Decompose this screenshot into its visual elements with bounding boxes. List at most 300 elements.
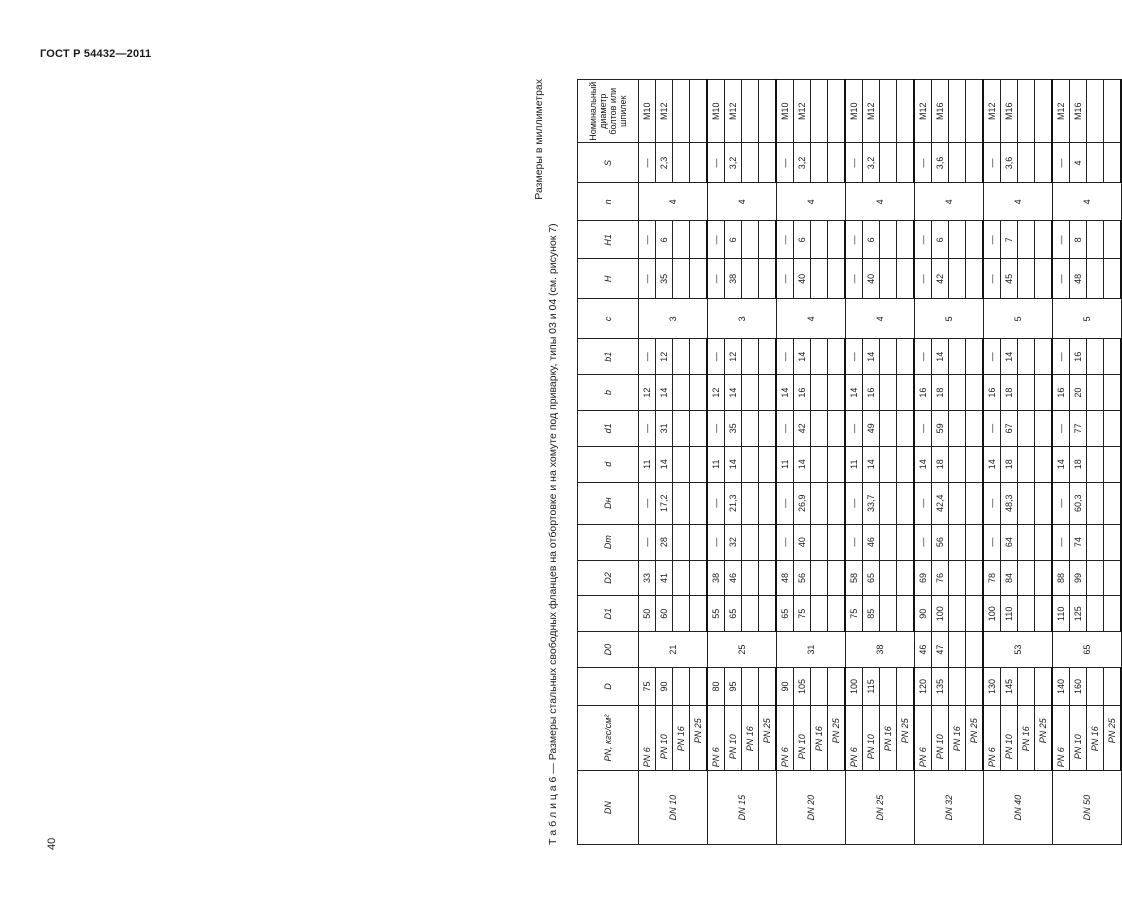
value-cell-b: 14 [656,375,673,411]
value-cell-dm [1087,524,1104,560]
value-cell-dm [949,524,966,560]
value-cell-s: — [1052,143,1070,183]
value-cell-d1 [690,596,708,632]
value-cell-dm: — [983,524,1001,560]
value-cell-s: 3,2 [794,143,811,183]
value-cell-d [673,446,690,482]
value-cell-b1: 14 [863,339,880,375]
value-cell-d1: 75 [794,596,811,632]
value-cell-d0: 38 [845,632,914,668]
value-cell-d: 105 [794,668,811,706]
value-cell-b: 16 [914,375,932,411]
value-cell-dm [828,524,846,560]
value-cell-c: 5 [1052,299,1121,339]
value-cell-d2: 84 [1001,560,1018,596]
value-cell-s [1018,143,1035,183]
value-cell-d: 120 [914,668,932,706]
value-cell-h1: 6 [794,221,811,259]
value-cell-bolt [673,80,690,143]
value-cell-d2 [1035,560,1053,596]
value-cell-dn [690,482,708,524]
value-cell-d1: 110 [1001,596,1018,632]
value-cell-s [897,143,915,183]
value-cell-d0: 21 [639,632,708,668]
value-cell-bolt: M10 [707,80,725,143]
value-cell-d [1018,446,1035,482]
value-cell-d [811,668,828,706]
value-cell-d: 18 [932,446,949,482]
value-cell-h: 38 [725,259,742,299]
value-cell-dn: 26,9 [794,482,811,524]
value-cell-s: 3,2 [863,143,880,183]
value-cell-b [742,375,759,411]
value-cell-d: 135 [932,668,949,706]
value-cell-dm: — [707,524,725,560]
value-cell-d1 [811,410,828,446]
value-cell-n: 4 [845,183,914,221]
value-cell-d1: 42 [794,410,811,446]
value-cell-dm: 46 [863,524,880,560]
value-cell-bolt [742,80,759,143]
column-header: D0 [578,632,639,668]
value-cell-dm [880,524,897,560]
value-cell-b: 20 [1070,375,1087,411]
value-cell-dm: 64 [1001,524,1018,560]
value-cell-b1: — [776,339,794,375]
value-cell-b [828,375,846,411]
value-cell-dn: — [1052,482,1070,524]
value-cell-h: — [776,259,794,299]
value-cell-b: 16 [794,375,811,411]
value-cell-n: 4 [983,183,1052,221]
column-header: Dm [578,524,639,560]
dn-cell: DN 40 [983,771,1052,845]
value-cell-d [966,668,984,706]
value-cell-d: 95 [725,668,742,706]
value-cell-h1 [828,221,846,259]
value-cell-h [690,259,708,299]
value-cell-d1: — [639,410,656,446]
value-cell-d1: 100 [932,596,949,632]
dn-cell: DN 10 [639,771,708,845]
value-cell-h [1104,259,1122,299]
value-cell-d0: 47 [932,632,949,668]
value-cell-d [897,446,915,482]
value-cell-d: 90 [776,668,794,706]
value-cell-d1 [1018,410,1035,446]
value-cell-bolt: M16 [932,80,949,143]
value-cell-h [1018,259,1035,299]
value-cell-dm [811,524,828,560]
value-cell-n: 4 [776,183,845,221]
value-cell-d2: 78 [983,560,1001,596]
value-cell-d0: 53 [983,632,1052,668]
pn-cell: PN 10 [1070,705,1087,770]
value-cell-d1: 35 [725,410,742,446]
value-cell-d: 90 [656,668,673,706]
value-cell-d1 [1018,596,1035,632]
value-cell-d1 [673,410,690,446]
value-cell-d1 [880,596,897,632]
value-cell-d [949,668,966,706]
value-cell-d: 11 [845,446,863,482]
value-cell-b [759,375,777,411]
value-cell-dn: — [983,482,1001,524]
column-header: Dн [578,482,639,524]
value-cell-d: 14 [725,446,742,482]
value-cell-bolt: M16 [1070,80,1087,143]
value-cell-s: — [707,143,725,183]
value-cell-h1 [1104,221,1122,259]
column-header: Номинальный диаметр болтов или шпилек [578,80,639,143]
table-row [639,80,656,845]
value-cell-d [811,446,828,482]
value-cell-dm [1035,524,1053,560]
table-row [914,80,932,845]
value-cell-b1 [1104,339,1122,375]
value-cell-dn [880,482,897,524]
value-cell-h [811,259,828,299]
value-cell-d0: 31 [776,632,845,668]
value-cell-h1: — [914,221,932,259]
value-cell-d: 14 [983,446,1001,482]
value-cell-h: — [707,259,725,299]
value-cell-b1 [949,339,966,375]
value-cell-d0: 25 [707,632,776,668]
pn-cell: PN 25 [1035,705,1053,770]
value-cell-d1: 100 [983,596,1001,632]
value-cell-b1: — [707,339,725,375]
value-cell-d1 [949,596,966,632]
value-cell-n: 4 [639,183,708,221]
value-cell-d [759,668,777,706]
value-cell-d2 [811,560,828,596]
value-cell-h1 [690,221,708,259]
value-cell-c: 5 [983,299,1052,339]
value-cell-dn [828,482,846,524]
value-cell-dm: — [845,524,863,560]
value-cell-d [742,668,759,706]
value-cell-s [966,143,984,183]
value-cell-d2 [828,560,846,596]
value-cell-dm [690,524,708,560]
value-cell-dn [811,482,828,524]
pn-cell: PN 25 [828,705,846,770]
value-cell-dm [897,524,915,560]
value-cell-b1: — [639,339,656,375]
value-cell-h [759,259,777,299]
column-header: b1 [578,339,639,375]
value-cell-dn: — [845,482,863,524]
value-cell-d1: 31 [656,410,673,446]
value-cell-d: 80 [707,668,725,706]
dn-cell: DN 20 [776,771,845,845]
value-cell-h1 [966,221,984,259]
value-cell-c: 4 [845,299,914,339]
value-cell-s [811,143,828,183]
value-cell-dn: 17,2 [656,482,673,524]
value-cell-d [828,446,846,482]
value-cell-d: 18 [1070,446,1087,482]
value-cell-d2 [1104,560,1122,596]
pn-cell: PN 6 [1052,705,1070,770]
value-cell-b: 14 [725,375,742,411]
value-cell-bolt: M12 [914,80,932,143]
value-cell-b: 12 [639,375,656,411]
value-cell-b: 12 [707,375,725,411]
flange-dimensions-table [577,79,1122,845]
value-cell-d1: 110 [1052,596,1070,632]
value-cell-h1 [1018,221,1035,259]
value-cell-b1 [759,339,777,375]
column-header: b [578,375,639,411]
value-cell-bolt [897,80,915,143]
value-cell-dm: — [1052,524,1070,560]
value-cell-n: 4 [707,183,776,221]
value-cell-dm [759,524,777,560]
value-cell-b [811,375,828,411]
value-cell-b1: 12 [725,339,742,375]
pn-cell: PN 25 [1104,705,1122,770]
pn-cell: PN 10 [1001,705,1018,770]
value-cell-b: 18 [932,375,949,411]
value-cell-h1: 6 [863,221,880,259]
value-cell-dm: 32 [725,524,742,560]
value-cell-s: — [914,143,932,183]
value-cell-d1 [880,410,897,446]
pn-cell: PN 16 [1087,705,1104,770]
value-cell-b: 16 [863,375,880,411]
value-cell-d1: 77 [1070,410,1087,446]
value-cell-dm: — [639,524,656,560]
table-row [707,80,725,845]
value-cell-b: 14 [776,375,794,411]
pn-cell: PN 10 [656,705,673,770]
value-cell-b [673,375,690,411]
value-cell-d: 11 [776,446,794,482]
value-cell-dn: — [776,482,794,524]
value-cell-d1 [897,596,915,632]
value-cell-d2: 69 [914,560,932,596]
value-cell-d1: 49 [863,410,880,446]
value-cell-s: 3,6 [932,143,949,183]
value-cell-d [880,446,897,482]
value-cell-d1: — [707,410,725,446]
value-cell-dm [742,524,759,560]
value-cell-h: — [1052,259,1070,299]
pn-cell: PN 10 [794,705,811,770]
value-cell-h1: — [776,221,794,259]
value-cell-bolt: M12 [725,80,742,143]
value-cell-dn: 48,3 [1001,482,1018,524]
column-header: DN [578,771,639,845]
value-cell-bolt: M12 [656,80,673,143]
value-cell-s [880,143,897,183]
dn-cell: DN 15 [707,771,776,845]
value-cell-bolt [1104,80,1122,143]
value-cell-d1: 125 [1070,596,1087,632]
value-cell-c: 4 [776,299,845,339]
value-cell-bolt: M12 [863,80,880,143]
pn-cell: PN 6 [776,705,794,770]
value-cell-dn: 33,7 [863,482,880,524]
value-cell-b: 14 [845,375,863,411]
value-cell-h1: — [639,221,656,259]
value-cell-d2 [759,560,777,596]
value-cell-dm: 28 [656,524,673,560]
value-cell-b1 [811,339,828,375]
page-number: 40 [46,837,58,850]
standard-header: ГОСТ Р 54432—2011 [40,48,152,60]
value-cell-d2 [1018,560,1035,596]
value-cell-b [966,375,984,411]
value-cell-b [1087,375,1104,411]
pn-cell: PN 16 [1018,705,1035,770]
value-cell-d [759,446,777,482]
value-cell-s: — [983,143,1001,183]
value-cell-d2: 65 [863,560,880,596]
value-cell-d0: 65 [1052,632,1121,668]
value-cell-dn: — [914,482,932,524]
pn-cell: PN 16 [742,705,759,770]
value-cell-d2 [673,560,690,596]
value-cell-s [759,143,777,183]
value-cell-d: 140 [1052,668,1070,706]
value-cell-bolt: M12 [794,80,811,143]
value-cell-d [949,446,966,482]
value-cell-s: 3,2 [725,143,742,183]
value-cell-d1 [1087,410,1104,446]
value-cell-d [742,446,759,482]
value-cell-d: 14 [1052,446,1070,482]
value-cell-h1: — [1052,221,1070,259]
value-cell-d [1104,446,1122,482]
value-cell-h [949,259,966,299]
value-cell-dn [966,482,984,524]
pn-cell: PN 25 [966,705,984,770]
pn-cell: PN 6 [914,705,932,770]
value-cell-b [1104,375,1122,411]
value-cell-d1: — [845,410,863,446]
value-cell-h [742,259,759,299]
value-cell-d: 11 [639,446,656,482]
value-cell-h1: — [707,221,725,259]
value-cell-d1: — [914,410,932,446]
value-cell-d: 100 [845,668,863,706]
value-cell-d1 [673,596,690,632]
value-cell-dn [949,482,966,524]
value-cell-d: 115 [863,668,880,706]
value-cell-d [1087,446,1104,482]
value-cell-h: 45 [1001,259,1018,299]
value-cell-b1 [828,339,846,375]
value-cell-d [690,446,708,482]
value-cell-dm: — [776,524,794,560]
value-cell-d: 11 [707,446,725,482]
value-cell-s [690,143,708,183]
value-cell-d [1087,668,1104,706]
value-cell-s: 4 [1070,143,1087,183]
value-cell-c: 3 [707,299,776,339]
value-cell-h [880,259,897,299]
value-cell-s [1104,143,1122,183]
rotated-table-region [533,79,1117,845]
value-cell-d1: — [983,410,1001,446]
value-cell-b1 [880,339,897,375]
value-cell-d1 [1035,410,1053,446]
value-cell-h: 40 [794,259,811,299]
value-cell-d [673,668,690,706]
value-cell-d1: 85 [863,596,880,632]
value-cell-d: 145 [1001,668,1018,706]
value-cell-b [949,375,966,411]
value-cell-d1: 65 [776,596,794,632]
value-cell-c: 3 [639,299,708,339]
value-cell-h [966,259,984,299]
value-cell-h1: — [845,221,863,259]
value-cell-d1: 59 [932,410,949,446]
value-cell-dn: 42,4 [932,482,949,524]
dn-cell: DN 25 [845,771,914,845]
column-header: n [578,183,639,221]
value-cell-dm: 40 [794,524,811,560]
value-cell-d2: 76 [932,560,949,596]
value-cell-h: 42 [932,259,949,299]
value-cell-d2 [742,560,759,596]
value-cell-d2 [897,560,915,596]
value-cell-s [1035,143,1053,183]
value-cell-bolt [1018,80,1035,143]
value-cell-h [828,259,846,299]
value-cell-d: 14 [656,446,673,482]
value-cell-d2: 58 [845,560,863,596]
value-cell-bolt [811,80,828,143]
value-cell-d: 160 [1070,668,1087,706]
value-cell-d2 [1087,560,1104,596]
pn-cell: PN 16 [880,705,897,770]
value-cell-d: 18 [1001,446,1018,482]
value-cell-b1: 14 [794,339,811,375]
pn-cell: PN 6 [639,705,656,770]
table-row [845,80,863,845]
value-cell-dm [1018,524,1035,560]
value-cell-bolt [880,80,897,143]
value-cell-d1: 50 [639,596,656,632]
value-cell-d1: 60 [656,596,673,632]
pn-cell: PN 10 [725,705,742,770]
value-cell-d1 [1087,596,1104,632]
value-cell-b: 16 [983,375,1001,411]
value-cell-h [673,259,690,299]
value-cell-s [742,143,759,183]
value-cell-s: 3,6 [1001,143,1018,183]
value-cell-b1 [673,339,690,375]
value-cell-h1 [673,221,690,259]
value-cell-d [966,446,984,482]
value-cell-h: 35 [656,259,673,299]
value-cell-b1: — [1052,339,1070,375]
value-cell-b1: 16 [1070,339,1087,375]
value-cell-bolt [690,80,708,143]
value-cell-d2: 41 [656,560,673,596]
value-cell-h1: 8 [1070,221,1087,259]
value-cell-b1: 12 [656,339,673,375]
dn-cell: DN 50 [1052,771,1121,845]
header-row [578,80,639,845]
value-cell-bolt [759,80,777,143]
table-row [983,80,1001,845]
value-cell-h: 48 [1070,259,1087,299]
